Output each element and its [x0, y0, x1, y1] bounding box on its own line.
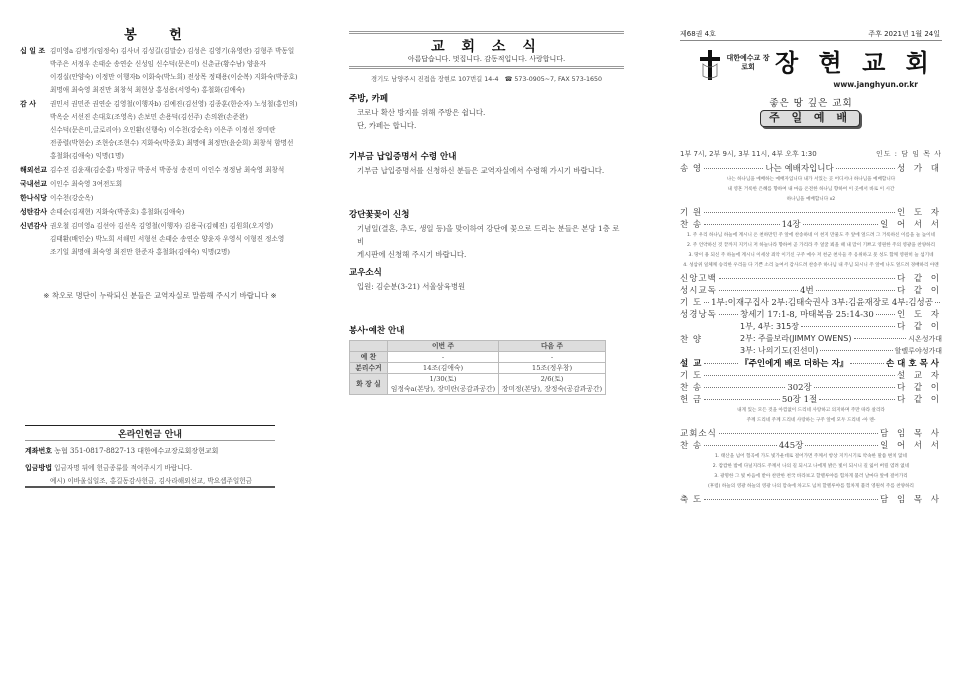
dot-leader	[704, 212, 895, 213]
worship-item-label: 성시교독	[680, 286, 717, 296]
donor-names-line: 이수천(강순옥)	[50, 194, 94, 202]
offering-group	[20, 206, 310, 219]
worship-item	[680, 309, 942, 321]
offering-group	[20, 98, 310, 163]
news-column	[349, 93, 624, 395]
praise-item	[740, 333, 942, 345]
lyrics-line: 내게 있는 모든 것을 아낌없이 드리네 사랑하고 의지하며 주만 따라 살리라	[737, 408, 885, 413]
worship-item-label: 헌 금	[680, 395, 703, 405]
donor-names-line: 김수진 김윤재(김순홍) 박정규 박종서 박종성 송진미 이인수 정정남 최숙영 최창석	[50, 166, 285, 174]
account-row	[25, 446, 218, 456]
account-label: 계좌번호	[25, 447, 53, 455]
worship-item-leader: 손대호목사	[885, 359, 943, 369]
worship-item-leader: 다 같 이	[896, 395, 942, 405]
worship-item-content: 445장	[778, 441, 804, 451]
dot-leader	[704, 375, 895, 376]
lyrics-block	[680, 231, 942, 271]
worship-item-leader: 일 어 서 서	[880, 220, 943, 230]
table-row	[350, 363, 606, 374]
dot-leader	[704, 363, 738, 364]
worship-item-label: 축 도	[680, 495, 703, 505]
donor-names-line: 권민서 권민준 권연순 김영철(이행자b) 김예진(김선영) 김종훈(한순자) 노성철(홍인의)	[50, 100, 298, 108]
method-text: 입금자명 뒤에 헌금종류를 적어주시기 바랍니다.	[54, 464, 193, 472]
worship-item-label: 신앙고백	[680, 274, 717, 284]
praise-content: 3부: 나의기도(진선미)	[740, 346, 819, 355]
cross-logo-icon	[700, 50, 720, 80]
church-name: 장 현 교 회	[775, 48, 935, 77]
praise-item	[740, 321, 942, 333]
donor-names-line: 이인수 최숙영 3여전도회	[50, 180, 123, 188]
table-cell: 분리수거	[350, 363, 388, 374]
account-number: 농협 351-0817-8827-13 대한예수교장로회장현교회	[54, 447, 219, 455]
contact-row	[349, 74, 624, 83]
table-cell: -	[388, 352, 499, 363]
news-body: 코로나 확산 방지를 위해 주방은 쉽니다.	[357, 108, 486, 117]
news-body: 기념일(결혼, 추도, 생일 등)을 맞이하여 강단에 꽃으로 드리는 분들은 본당 1층 로비	[357, 224, 620, 246]
worship-item	[680, 370, 942, 382]
bulletin-date: 주후 2021년 1월 24일	[868, 30, 940, 38]
worship-item-label: 송 영	[680, 164, 703, 174]
news-section	[349, 93, 624, 151]
service-table	[349, 340, 606, 395]
offering-names	[50, 220, 310, 259]
table-header: 다음 주	[499, 341, 606, 352]
service-times: 1부 7시, 2부 9시, 3부 11시, 4부 오후 1:30	[680, 150, 817, 158]
donor-names-line: 김미영a 김병기(임정숙) 김사녀 김성길(김말순) 김성은 김영기(유영란) 김형주 박동일	[50, 47, 295, 55]
offering-category-label: 해외선교	[20, 166, 48, 174]
offering-group	[20, 45, 310, 97]
worship-item	[680, 358, 942, 370]
offering-category-label: 한나식당	[20, 194, 48, 202]
table-header: 이번 주	[388, 341, 499, 352]
donor-names-line: 홍철화(김애숙) 익명(1명)	[50, 152, 124, 160]
offering-category-label: 국내선교	[20, 180, 48, 188]
lyrics-line: (후렴) 하늘의 영광 하늘의 영광 나의 맘속에 차고도 넘쳐 할렐루야를 힘차게 불러 영원히 주를 찬양하리	[708, 484, 914, 489]
table-header-row	[350, 341, 606, 352]
dot-leader	[805, 445, 878, 446]
table-cell: 14조(김애숙)	[388, 363, 499, 374]
donor-names-line: 신수덕(문은미,글로리아) 오인환(신행숙) 이수천(강순옥) 이은주 이정선 장미란	[50, 126, 276, 134]
donor-names-line: 손태순(김재현) 지화숙(박종호) 홍철화(김애숙)	[50, 208, 185, 216]
news-section	[349, 151, 624, 209]
lyrics-line: 4. 성삼위 일체께 승리한 우리들 다 기쁜 소리 높여서 감사드려 찬송주 하나님 내 주님 되시니 주 앞에 나도 엎드려 경배하리 아멘	[683, 263, 939, 268]
divider	[680, 40, 942, 41]
divider	[25, 440, 275, 441]
worship-item-leader: 설 교 자	[896, 371, 942, 381]
table-row	[350, 374, 606, 395]
praise-performer: 시온성가대	[908, 335, 942, 343]
news-heading: 교우소식	[349, 268, 382, 278]
table-cell: 예 찬	[350, 352, 388, 363]
offering-group	[20, 220, 310, 259]
donor-names-line: 박옥순 서선진 손대호(조영옥) 손보민 손용덕(김선주) 손의완(손준완)	[50, 113, 248, 121]
omission-notice: ※ 착오로 명단이 누락되신 분들은 교역자실로 말씀해 주시기 바랍니다 ※	[43, 291, 277, 300]
donor-names-line: 박주은 서정우 손태순 송연순 신성임 신수덕(문은미) 신춘균(황수남) 양윤자	[50, 60, 267, 68]
lyrics-line: 하나님을 예배합니다 x2	[786, 197, 836, 202]
lyrics-line: 내 영혼 거룩한 은혜를 향하여 내 마음 온전한 하나님 향하여 이 곳에서 바로 이 시간	[727, 187, 895, 192]
method-row	[25, 462, 192, 473]
news-subtitle: 아름답습니다. 멋집니다. 감동적입니다. 사랑합니다.	[407, 55, 566, 63]
worship-item-leader: 다 같 이	[896, 383, 943, 393]
worship-item-leader: 담 임 목 사	[880, 429, 942, 439]
worship-item-content: 『주인에게 배로 더하는 자』	[740, 359, 849, 369]
double-rule	[349, 31, 624, 34]
lyrics-block	[680, 406, 942, 426]
church-phone: ☎ 573-0905~7, FAX 573-1650	[504, 76, 602, 83]
table-cell: 화 장 실	[350, 374, 388, 395]
online-offering-title: 온라인헌금 안내	[118, 430, 182, 440]
offering-category-label: 감 사	[20, 100, 36, 108]
worship-item	[680, 163, 942, 175]
lyrics-block	[680, 175, 942, 205]
praise-item	[740, 345, 942, 357]
worship-item-content: 창세기 17:1-8, 마태복음 25:14-30	[739, 310, 874, 320]
dot-leader	[935, 302, 940, 303]
divider	[25, 425, 275, 426]
dot-leader	[816, 290, 895, 291]
praise-block	[680, 321, 942, 357]
worship-item	[680, 494, 942, 506]
volume-number: 제68권 4호	[680, 30, 716, 38]
worship-item-label: 기 원	[680, 208, 703, 218]
news-body: 기부금 납입증명서를 신청하신 분들은 교역자실에서 수령해 가시기 바랍니다.	[357, 166, 605, 175]
service-title: 봉사·예찬 안내	[349, 326, 405, 336]
news-title: 교 회 소 식	[431, 39, 542, 55]
dot-leader	[819, 399, 895, 400]
method-label: 입금방법	[25, 464, 53, 472]
worship-item	[680, 285, 942, 297]
offering-group	[20, 178, 310, 191]
lyrics-block	[680, 452, 942, 492]
worship-item-content: 4번	[800, 286, 814, 296]
offering-group	[20, 164, 310, 177]
news-body: 게시판에 신청해 주시기 바랍니다.	[357, 250, 467, 259]
table-cell: 2/6(토) 장미정(본당), 장정숙(공감과공간)	[499, 374, 606, 395]
dot-leader	[850, 363, 884, 364]
church-motto: 좋은 땅 깊은 교회	[769, 98, 853, 109]
order-of-worship	[680, 163, 942, 506]
worship-item	[680, 394, 942, 406]
worship-item-leader: 인 도 자	[896, 208, 942, 218]
donor-names-line: 이경실(안양숙) 이정만 이행자b 이화숙(박노희) 전상목 정태용(이순복) 지화숙(박종호)	[50, 73, 298, 81]
worship-item-leader: 담 임 목 사	[880, 495, 942, 505]
news-body: 단, 카페는 합니다.	[357, 121, 417, 130]
worship-item	[680, 207, 942, 219]
donor-names-line: 최명애 최숙영 최진만 최창석 최현상 홍성용(서영숙) 홍철화(김애숙)	[50, 86, 245, 94]
church-url[interactable]: www.janghyun.or.kr	[833, 80, 918, 89]
news-heading: 강단꽃꽂이 신청	[349, 210, 410, 220]
offering-category-label: 십 일 조	[20, 47, 46, 55]
divider	[25, 486, 275, 488]
offering-names	[50, 192, 310, 205]
praise-content: 2부: 주를보라(JIMMY OWENS)	[740, 334, 852, 343]
dot-leader	[704, 224, 779, 225]
offering-title: 봉 헌	[124, 28, 196, 43]
worship-item-label: 기 도	[680, 371, 703, 381]
news-section	[349, 209, 624, 267]
news-heading: 기부금 납입증명서 수령 안내	[349, 152, 457, 162]
dot-leader	[876, 314, 895, 315]
news-body: 입원: 김순분(3-21) 서울삼육병원	[357, 282, 466, 291]
offering-list	[20, 45, 310, 260]
worship-item-leader: 일 어 서 서	[880, 441, 943, 451]
table-cell: -	[499, 352, 606, 363]
worship-item-label: 찬 양	[680, 335, 703, 345]
donor-names-line: 김태환(배인순) 박노희 서해민 서형선 손태순 송연순 양윤자 우영식 이형진 정소영	[50, 235, 285, 243]
dot-leader	[719, 433, 878, 434]
offering-names	[50, 98, 310, 163]
dot-leader	[803, 224, 878, 225]
dot-leader	[704, 302, 709, 303]
church-address: 경기도 남양주시 진접읍 장현로 107번길 14-4	[370, 76, 499, 83]
worship-item-label: 찬 송	[680, 441, 703, 451]
offering-names	[50, 178, 310, 191]
lyrics-line: 3. 광명한 그 빛 마음에 받아 찬란한 천국 바라보고 할렐루야를 힘차게 불러 날마다 앞에 걸어가리	[714, 474, 908, 479]
worship-item-leader: 성 가 대	[896, 164, 942, 174]
worship-item	[680, 440, 942, 452]
worship-item-leader: 다 같 이	[896, 286, 942, 296]
offering-group	[20, 192, 310, 205]
praise-performer: 할렐루야성가대	[894, 347, 942, 355]
dot-leader	[801, 326, 895, 327]
praise-performer: 다 같 이	[896, 322, 942, 332]
worship-item-label: 교회소식	[680, 429, 717, 439]
praise-items	[740, 321, 942, 357]
news-sections	[349, 93, 624, 325]
donor-names-line: 조기일 최명애 최숙영 최진만 한준자 홍철화(김애숙) 익명(2명)	[50, 248, 230, 256]
worship-item	[680, 273, 942, 285]
news-heading: 주방, 카페	[349, 94, 389, 104]
worship-item-leader: 인 도 자	[896, 310, 942, 320]
dot-leader	[814, 387, 895, 388]
worship-item-content: 14장	[781, 220, 801, 230]
worship-item-content: 1부:이재구집사 2부:김태숙권사 3부:김윤재장로 4부:김성공	[711, 298, 933, 308]
worship-item	[680, 219, 942, 231]
donor-names-line: 권오철 김미영a 김선아 김선옥 김영철(이행자) 김용국(김혜진) 김원희(오지영)	[50, 222, 274, 230]
logo-denomination: 대한예수교 장로회	[726, 53, 770, 71]
worship-item	[680, 297, 942, 309]
lyrics-line: 1. 태산을 넘어 험곡에 가도 빛가운데로 걸어가면 주께서 항상 지키시기로 약속한 말씀 변치 않네	[715, 454, 907, 459]
lyrics-line: 나는 하나님을 예배하는 예배자입니다 내가 서있는 곳 어디서나 하나님을 예배합니다	[726, 177, 896, 182]
news-section	[349, 267, 624, 325]
offering-names	[50, 206, 310, 219]
worship-item-leader: 다 같 이	[896, 274, 942, 284]
dot-leader	[719, 290, 798, 291]
dot-leader	[820, 350, 892, 351]
worship-item-content: 302장	[787, 383, 812, 393]
worship-item-label: 설 교	[680, 359, 703, 369]
worship-item-content: 50장 1절	[781, 395, 818, 405]
offering-category-label: 신년감사	[20, 222, 48, 230]
worship-item-label: 찬 송	[680, 220, 703, 230]
dot-leader	[719, 314, 738, 315]
dot-leader	[719, 278, 895, 279]
lyrics-line: 3. 땅이 용 되신 주 하늘에 계시니 이세상 죄악 이기신 구주 예수 저 천군 천사들 주 옹위하고 뭇 성도 함께 영원히 늘 섬기네	[688, 253, 934, 258]
service-leader: 인도 : 담 임 목 사	[875, 150, 942, 158]
dot-leader	[704, 499, 878, 500]
worship-item-content: 나는 예배자입니다	[765, 164, 834, 174]
table-cell: 15조(정우창)	[499, 363, 606, 374]
worship-item	[680, 428, 942, 440]
lyrics-line: 주께 드리네 주께 드리네 사랑하는 구주 앞에 모두 드리네 -아 멘-	[746, 418, 876, 423]
worship-item	[680, 382, 942, 394]
lyrics-line: 2. 주 언약하신 것 끝까지 지키니 저 하늘나라 향하여 곧 가리라 주 얼굴 뵈올 때 내 맘이 기쁘고 영원한 주의 영광을 찬양하리	[686, 243, 936, 248]
dot-leader	[854, 338, 907, 339]
dot-leader	[704, 399, 780, 400]
table-header	[350, 341, 388, 352]
double-rule	[349, 66, 624, 69]
offering-category-label: 성탄감사	[20, 208, 48, 216]
lyrics-line: 2. 캄캄한 밤에 다닐지라도 주께서 나의 길 되시고 나에게 밝은 빛이 되시니 길 잃어 버릴 염려 없네	[712, 464, 910, 469]
worship-item-label: 기 도	[680, 298, 703, 308]
lyrics-line: 1. 주 우리 하나님 하늘에 계시니 온 천하만민 주 앞에 찬송하네 이 천지 만물도 주 앞에 엎드려 그 거룩하신 이름을 늘 높이네	[686, 233, 936, 238]
method-example: 예시) 이바울십일조, 홍길동감사헌금, 김사라해외선교, 박요셉주일헌금	[50, 477, 252, 485]
dot-leader	[704, 168, 763, 169]
worship-item-label: 찬 송	[680, 383, 703, 393]
table-cell: 1/30(토) 임정숙a(본당), 장미란(공감과공간)	[388, 374, 499, 395]
dot-leader	[836, 168, 895, 169]
offering-names	[50, 45, 310, 97]
offering-names	[50, 164, 310, 177]
table-row	[350, 352, 606, 363]
dot-leader	[704, 387, 785, 388]
dot-leader	[704, 445, 777, 446]
service-title-badge: 주 일 예 배	[760, 110, 860, 127]
worship-item-label: 성경낭독	[680, 310, 717, 320]
donor-names-line: 전종렬(박현순) 조현승(조현수) 지화숙(박종호) 최명애 최정만(윤순희) 최창석 함명선	[50, 139, 294, 147]
praise-content: 1부, 4부: 315장	[740, 322, 799, 331]
